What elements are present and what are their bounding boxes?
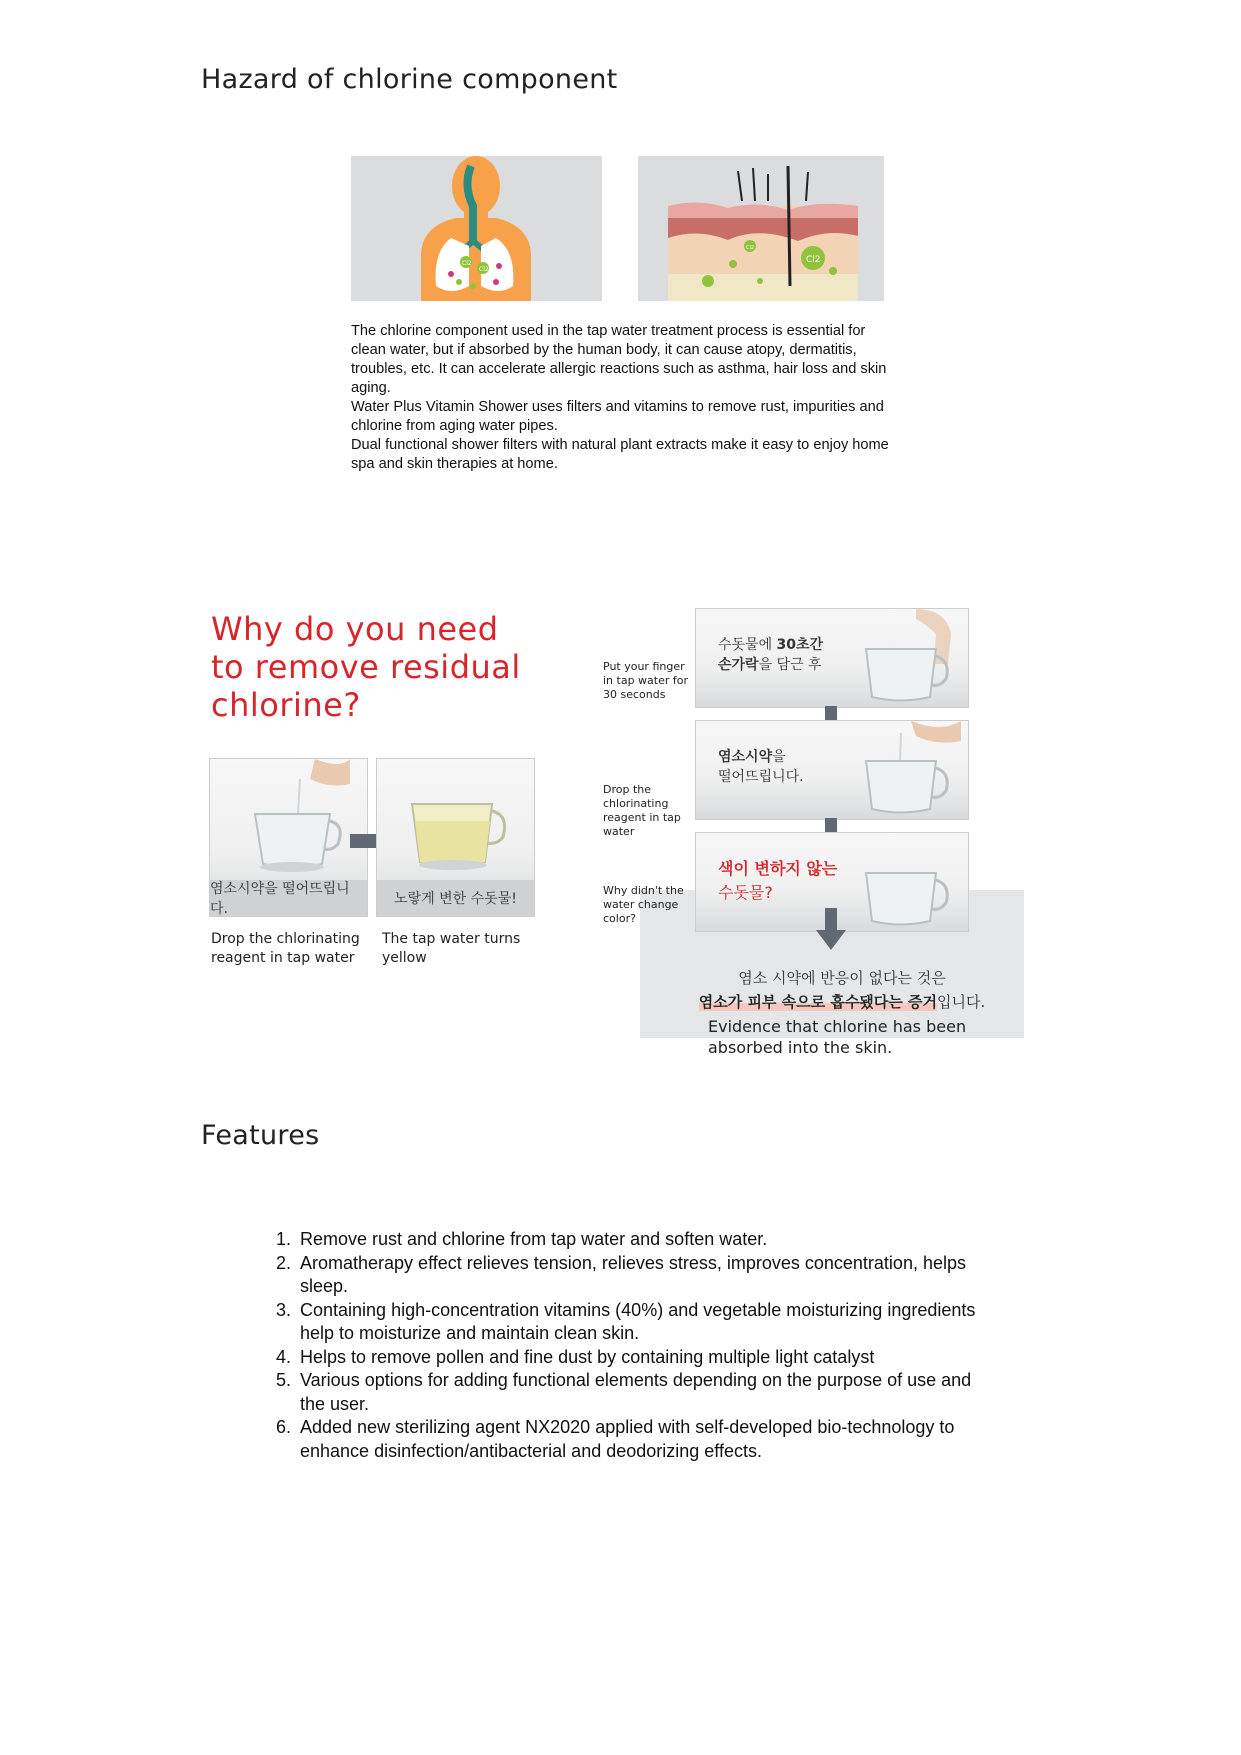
lung-svg — [351, 156, 602, 301]
step2-ko-line-2: 떨어뜨립니다. — [718, 769, 804, 785]
step1-ko-normal-1: 수돗물에 — [718, 637, 777, 653]
step2-text-ko — [718, 747, 804, 787]
step1-ko-normal-2: 을 담근 후 — [758, 657, 822, 673]
conclusion-ko-tail: 입니다. — [937, 993, 986, 1011]
features-list — [262, 1228, 996, 1463]
yellow-water-photo — [376, 758, 535, 917]
conclusion-en: Evidence that chlorine has been absorbed into the skin. — [708, 1017, 967, 1057]
feature-item-5: 5. Various options for adding functional elements depending on the purpose of use and the user. — [296, 1369, 996, 1416]
unchanged-glass-svg — [856, 833, 968, 931]
hazard-paragraph-1: The chlorine component used in the tap water treatment process is essential for clean water, but if absorbed by the human body, it can cause atopy, dermatitis, troubles, etc. It can accelerate allergic reactions such as asthma, hair loss and skin aging. — [351, 323, 887, 396]
reagent-drop-caption-en: Drop the chlorinating reagent in tap water — [211, 931, 360, 966]
step1-ko-bold-1: 30초간 — [776, 637, 824, 653]
lung-illustration — [351, 156, 602, 301]
step2-reagent-photo — [695, 720, 969, 820]
step2-ko-normal-1: 을 — [772, 749, 786, 765]
lung-cl2-label-2: Cl2 — [479, 266, 489, 273]
conclusion-ko-line-2 — [672, 990, 1012, 1014]
glass-yellow-svg — [377, 759, 534, 879]
conclusion-ko-bold: 염소가 피부 속으로 흡수됐다는 증거 — [698, 993, 937, 1011]
feature-item-2: 2. Aromatherapy effect relieves tension, relieves stress, improves concentration, helps sleep. — [296, 1252, 996, 1299]
conclusion-ko — [672, 966, 1012, 1014]
skin-cl2-label-2: Cl2 — [746, 245, 755, 251]
reagent-drop-caption-ko: 염소시약을 떨어뜨립니다. — [210, 880, 367, 916]
step1-text-ko — [718, 635, 823, 675]
down-arrow-icon-3 — [816, 908, 846, 950]
conclusion-ko-line-1: 염소 시약에 반응이 없다는 것은 — [738, 969, 946, 987]
lung-cl2-label-1: Cl2 — [462, 260, 472, 267]
feature-item-3: 3. Containing high-concentration vitamins (40%) and vegetable moisturizing ingredients help to moisturize and maintain clean skin. — [296, 1299, 996, 1346]
step1-label-en: Put your finger in tap water for 30 seconds — [603, 660, 689, 701]
section-title-features: Features — [201, 1120, 320, 1151]
finger-glass-svg — [856, 609, 968, 707]
reagent-drop-photo — [209, 758, 368, 917]
skin-cl2-label-1: Cl2 — [806, 255, 821, 265]
step1-ko-line-2 — [718, 655, 823, 675]
skin-illustration — [638, 156, 884, 301]
reagent-glass-svg — [856, 721, 968, 819]
feature-item-1: 1. Remove rust and chlorine from tap water and soften water. — [296, 1228, 996, 1252]
step3-label-en: Why didn't the water change color? — [603, 884, 684, 925]
yellow-water-caption-en: The tap water turns yellow — [382, 931, 521, 966]
hazard-paragraph-2: Water Plus Vitamin Shower uses filters and vitamins to remove rust, impurities and chlorine from aging water pipes. — [351, 399, 884, 434]
step1-finger-photo — [695, 608, 969, 708]
skin-svg — [638, 156, 884, 301]
step2-label-en: Drop the chlorinating reagent in tap water — [603, 783, 681, 838]
step1-ko-line-1 — [718, 635, 823, 655]
step2-ko-bold-1: 염소시약 — [718, 749, 773, 765]
step3-text-ko — [718, 857, 837, 905]
step2-ko-line-1 — [718, 747, 804, 767]
glass-clear-svg — [210, 759, 367, 879]
hazard-paragraph-3: Dual functional shower filters with natural plant extracts make it easy to enjoy home spa and skin therapies at home. — [351, 437, 889, 472]
section-title-hazard: Hazard of chlorine component — [201, 64, 618, 95]
why-remove-chlorine-title: Why do you need to remove residual chlorine? — [211, 610, 521, 724]
feature-item-4: 4. Helps to remove pollen and fine dust by containing multiple light catalyst — [296, 1346, 996, 1370]
step3-ko-red-line-2: 수돗물? — [718, 883, 773, 902]
yellow-water-caption-ko: 노랗게 변한 수돗물! — [377, 880, 534, 916]
step3-ko-red-bold: 색이 변하지 않는 — [718, 859, 838, 878]
feature-item-6: 6. Added new sterilizing agent NX2020 applied with self-developed bio-technology to enhance disinfection/antibacterial and deodorizing effects. — [296, 1416, 996, 1463]
hazard-description — [351, 322, 891, 474]
step1-ko-bold-2: 손가락 — [718, 657, 759, 673]
